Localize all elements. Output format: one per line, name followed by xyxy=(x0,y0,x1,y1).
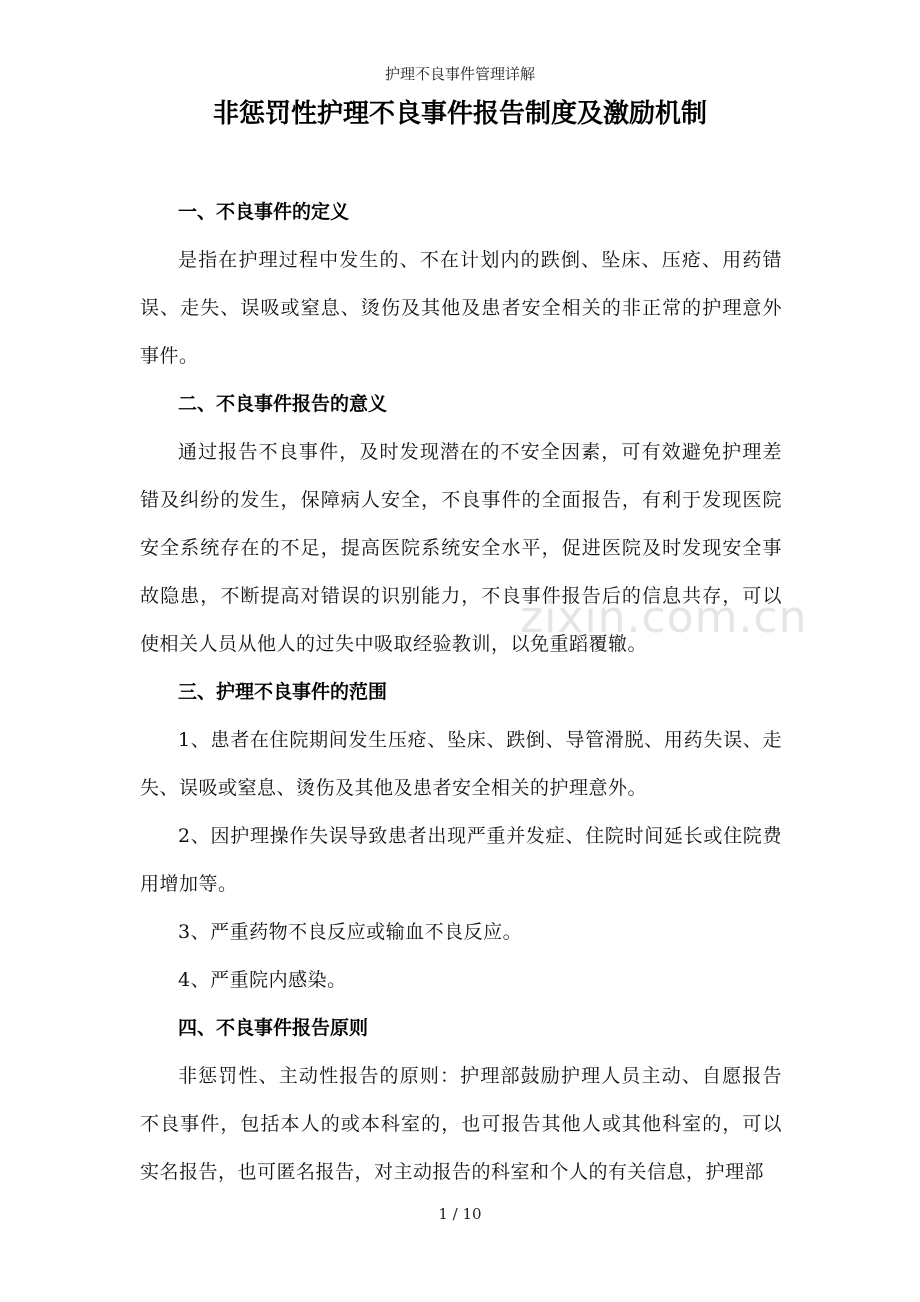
list-item: 1、患者在住院期间发生压疮、坠床、跌倒、导管滑脱、用药失误、走失、误吸或窒息、烫伤及其他及患者安全相关的护理意外。 xyxy=(140,729,782,799)
paragraph: 非惩罚性、主动性报告的原则：护理部鼓励护理人员主动、自愿报告不良事件，包括本人的或本科室的，也可报告其他人或其他科室的，可以实名报告，也可匿名报告，对主动报告的科室和个人的有关信息，护理部 xyxy=(140,1065,782,1183)
section-heading: 一、不良事件的定义 xyxy=(178,201,350,223)
list-item: 2、因护理操作失误导致患者出现严重并发症、住院时间延长或住院费用增加等。 xyxy=(140,825,782,895)
section-heading: 四、不良事件报告原则 xyxy=(178,1017,369,1039)
section-heading: 三、护理不良事件的范围 xyxy=(178,681,388,703)
list-item: 3、严重药物不良反应或输血不良反应。 xyxy=(178,921,523,943)
paragraph: 是指在护理过程中发生的、不在计划内的跌倒、坠床、压疮、用药错误、走失、误吸或窒息、烫伤及其他及患者安全相关的非正常的护理意外事件。 xyxy=(140,249,782,367)
list-item: 4、严重院内感染。 xyxy=(178,969,347,991)
document-title: 非惩罚性护理不良事件报告制度及激励机制 xyxy=(212,99,707,129)
section-heading: 二、不良事件报告的意义 xyxy=(178,393,388,415)
running-header: 护理不良事件管理详解 xyxy=(384,65,535,83)
paragraph: 通过报告不良事件，及时发现潜在的不安全因素，可有效避免护理差错及纠纷的发生，保障病人安全，不良事件的全面报告，有利于发现医院安全系统存在的不足，提高医院系统安全水平，促进医院及时发现安全事故隐患，不断提高对错误的识别能力，不良事件报告后的信息共存，可以使相关人员从他人的过失中吸取经验教训，以免重蹈覆辙。 xyxy=(140,441,782,655)
document-body xyxy=(140,188,782,1196)
page-number: 1 / 10 xyxy=(438,1205,482,1223)
watermark: zixin.com.cn xyxy=(520,592,808,643)
